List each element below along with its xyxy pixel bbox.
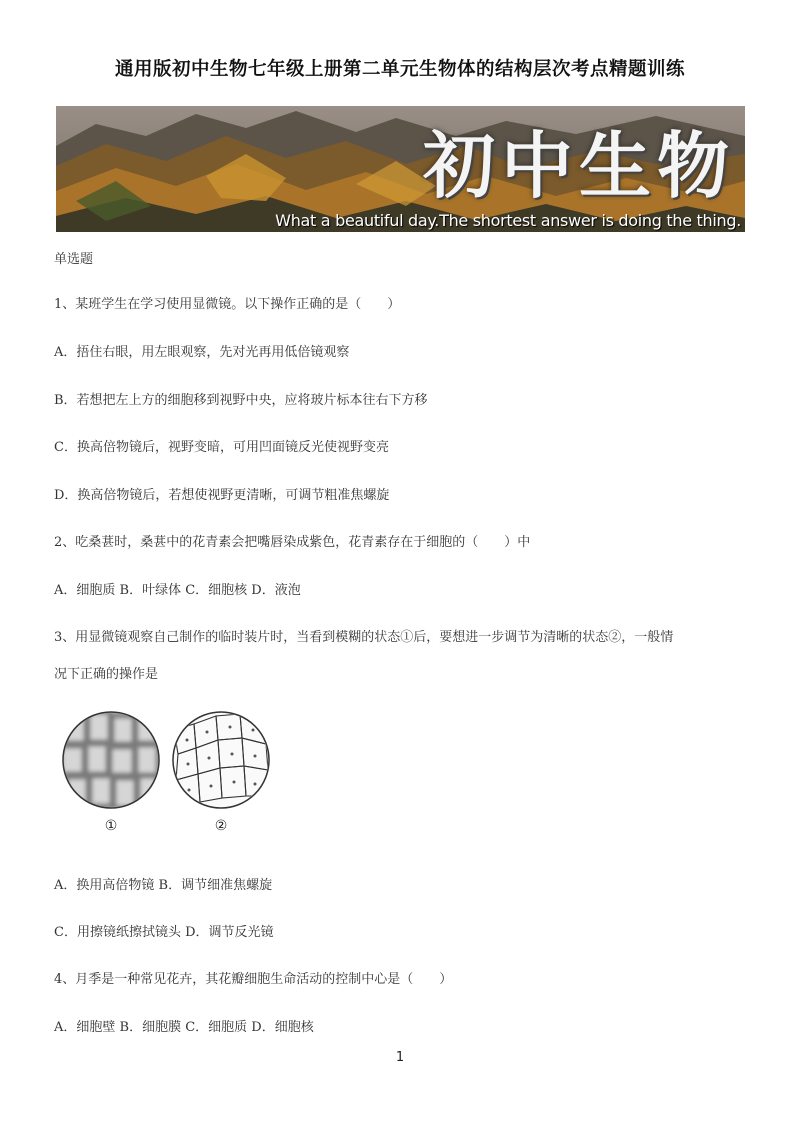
question-4-stem: 4、月季是一种常见花卉，其花瓣细胞生命活动的控制中心是（ ） xyxy=(54,972,453,987)
microscope-view-figure xyxy=(56,710,286,840)
figure-label-1: ① xyxy=(104,818,118,834)
question-1-option-c: C．换高倍物镜后，视野变暗，可用凹面镜反光使视野变亮 xyxy=(54,440,389,455)
question-3-options-ab: A．换用高倍物镜 B．调节细准焦螺旋 xyxy=(54,878,273,893)
question-3-options-cd: C．用擦镜纸擦拭镜头 D．调节反光镜 xyxy=(54,925,274,940)
question-3-stem-line-2: 况下正确的操作是 xyxy=(54,667,159,682)
question-3-stem-line-1: 3、用显微镜观察自己制作的临时装片时，当看到模糊的状态①后，要想进一步调节为清晰的状态②，一般情 xyxy=(54,630,674,645)
question-2-stem: 2、吃桑葚时，桑葚中的花青素会把嘴唇染成紫色，花青素存在于细胞的（ ）中 xyxy=(54,535,531,550)
banner-caption: What a beautiful day.The shortest answer is doing the thing. xyxy=(275,211,741,230)
question-2-options: A．细胞质 B．叶绿体 C．细胞核 D．液泡 xyxy=(54,583,301,598)
question-1-option-a: A．捂住右眼，用左眼观察，先对光再用低倍镜观察 xyxy=(54,345,350,360)
figure-label-2: ② xyxy=(214,818,228,834)
banner-image xyxy=(56,106,745,232)
question-1-option-d: D．换高倍物镜后，若想使视野更清晰，可调节粗准焦螺旋 xyxy=(54,488,390,503)
question-1-stem: 1、某班学生在学习使用显微镜。以下操作正确的是（ ） xyxy=(54,297,401,312)
page-title: 通用版初中生物七年级上册第二单元生物体的结构层次考点精题训练 xyxy=(114,59,685,80)
section-label: 单选题 xyxy=(54,252,94,267)
question-4-options: A．细胞壁 B．细胞膜 C．细胞质 D．细胞核 xyxy=(54,1020,314,1035)
banner-title: 初中生物 xyxy=(422,123,735,208)
page-number: 1 xyxy=(395,1050,405,1065)
microscope-views-image xyxy=(56,710,286,820)
question-1-option-b: B．若想把左上方的细胞移到视野中央，应将玻片标本往右下方移 xyxy=(54,393,428,408)
